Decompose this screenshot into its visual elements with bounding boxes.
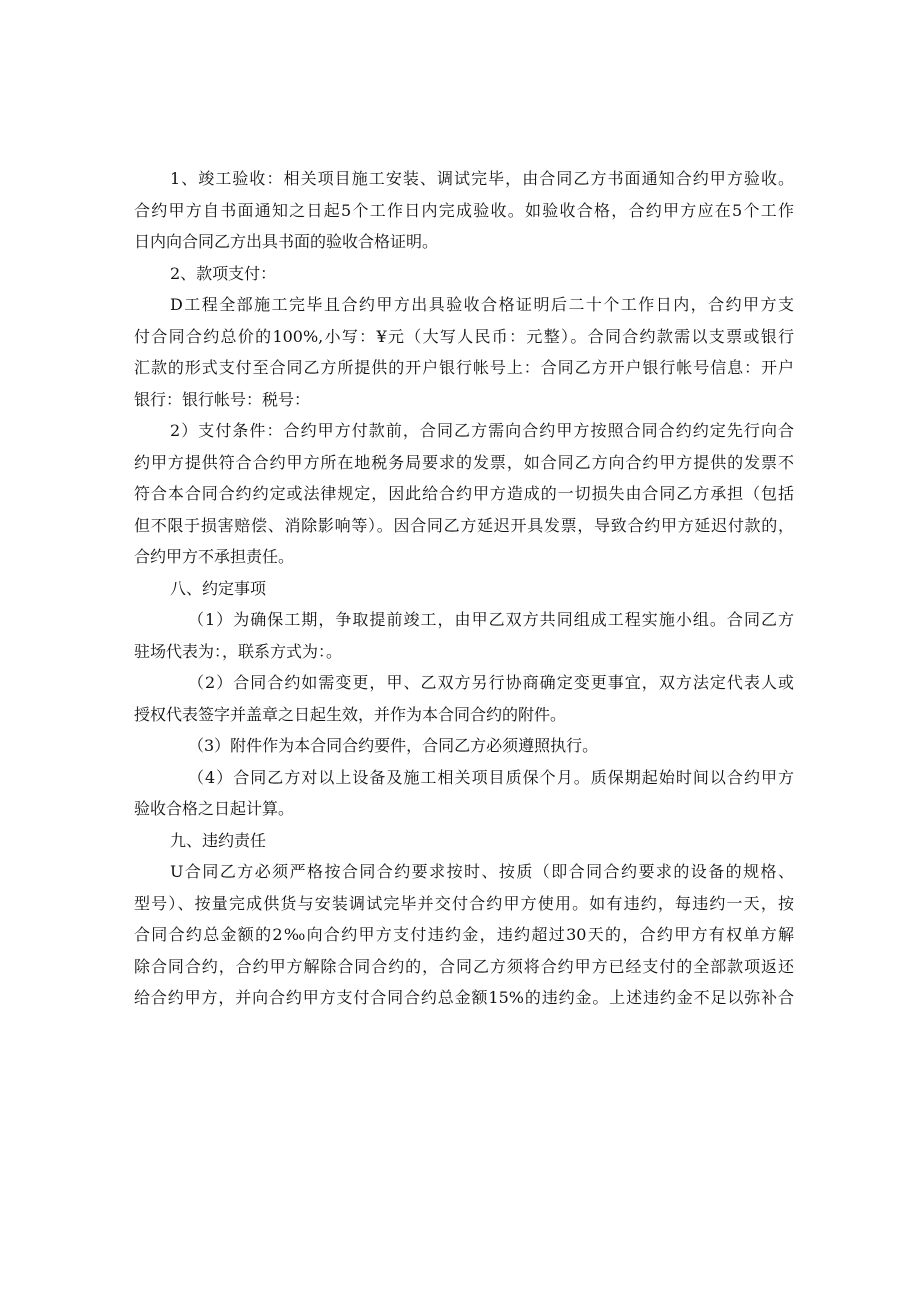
text-line: 验收合格之日起计算。 — [134, 799, 295, 818]
text-line: 付合同合约总价的100%,小写：¥元（大写人民币：元整）。合同合约款需以支票或银行 — [134, 326, 794, 346]
text-line: 但不限于损害赔偿、消除影响等）。因合同乙方延迟开具发票，导致合约甲方延迟付款的， — [134, 515, 794, 535]
text-line: 八、约定事项 — [170, 578, 267, 598]
text-line: 驻场代表为：，联系方式为：。 — [134, 641, 343, 661]
text-line: 符合本合同合约约定或法律规定，因此给合约甲方造成的一切损失由合同乙方承担（包括 — [134, 484, 794, 503]
text-line: 除合同合约，合约甲方解除合同合约的，合同乙方须将合约甲方已经支付的全部款项返还 — [134, 956, 794, 976]
paragraph-item-4 — [134, 762, 794, 825]
text-line: D工程全部施工完毕且合约甲方出具验收合格证明后二十个工作日内，合约甲方支 — [170, 295, 794, 314]
text-line: （3）附件作为本合同合约要件，合同乙方必须遵照执行。 — [188, 736, 599, 755]
text-line: 合同合约总金额的2‰向合约甲方支付违约金，违约超过30天的，合约甲方有权单方解 — [134, 925, 794, 944]
document-page — [134, 163, 794, 1014]
text-line: 日内向合同乙方出具书面的验收合格证明。 — [134, 232, 439, 251]
text-line: 九、违约责任 — [170, 830, 267, 850]
text-line: （1）为确保工期，争取提前竣工，由甲乙双方共同组成工程实施小组。合同乙方 — [188, 610, 794, 629]
text-line: 合约甲方自书面通知之日起5个工作日内完成验收。如验收合格，合约甲方应在5个工作 — [134, 200, 794, 220]
paragraph-item-1 — [134, 604, 794, 667]
text-line: 给合约甲方，并向合约甲方支付合同合约总金额15%的违约金。上述违约金不足以弥补合 — [134, 988, 794, 1007]
paragraph-acceptance — [134, 163, 794, 258]
paragraph-payment-heading — [134, 258, 794, 290]
paragraph-payment-terms — [134, 289, 794, 415]
text-line: 2）支付条件：合约甲方付款前，合同乙方需向合约甲方按照合同合约约定先行向合 — [170, 421, 794, 440]
section-heading-liability — [134, 825, 794, 857]
paragraph-item-2 — [134, 667, 794, 730]
paragraph-liability — [134, 856, 794, 1014]
text-line: 授权代表签字并盖章之日起生效，并作为本合同合约的附件。 — [134, 704, 567, 724]
text-line: 汇款的形式支付至合同乙方所提供的开户银行帐号上：合同乙方开户银行帐号信息：开户 — [134, 358, 794, 377]
text-line: （2）合同合约如需变更，甲、乙双方另行协商确定变更事宜，双方法定代表人或 — [188, 673, 794, 692]
text-line: 1、竣工验收：相关项目施工安装、调试完毕，由合同乙方书面通知合约甲方验收。 — [170, 169, 794, 188]
text-line: U合同乙方必须严格按合同合约要求按时、按质（即合同合约要求的设备的规格、 — [170, 862, 794, 881]
text-line: 2、款项支付： — [170, 263, 277, 283]
text-line: 合约甲方不承担责任。 — [134, 547, 295, 566]
text-line: 型号）、按量完成供货与安装调试完毕并交付合约甲方使用。如有违约，每违约一天，按 — [134, 893, 794, 913]
text-line: 银行：银行帐号：税号： — [134, 389, 311, 409]
section-heading-agreements — [134, 573, 794, 605]
paragraph-payment-conditions — [134, 415, 794, 573]
text-line: （4）合同乙方对以上设备及施工相关项目质保个月。质保期起始时间以合约甲方 — [188, 767, 794, 787]
paragraph-item-3 — [134, 730, 794, 762]
text-line: 约甲方提供符合合约甲方所在地税务局要求的发票，如合同乙方向合约甲方提供的发票不 — [134, 452, 794, 472]
